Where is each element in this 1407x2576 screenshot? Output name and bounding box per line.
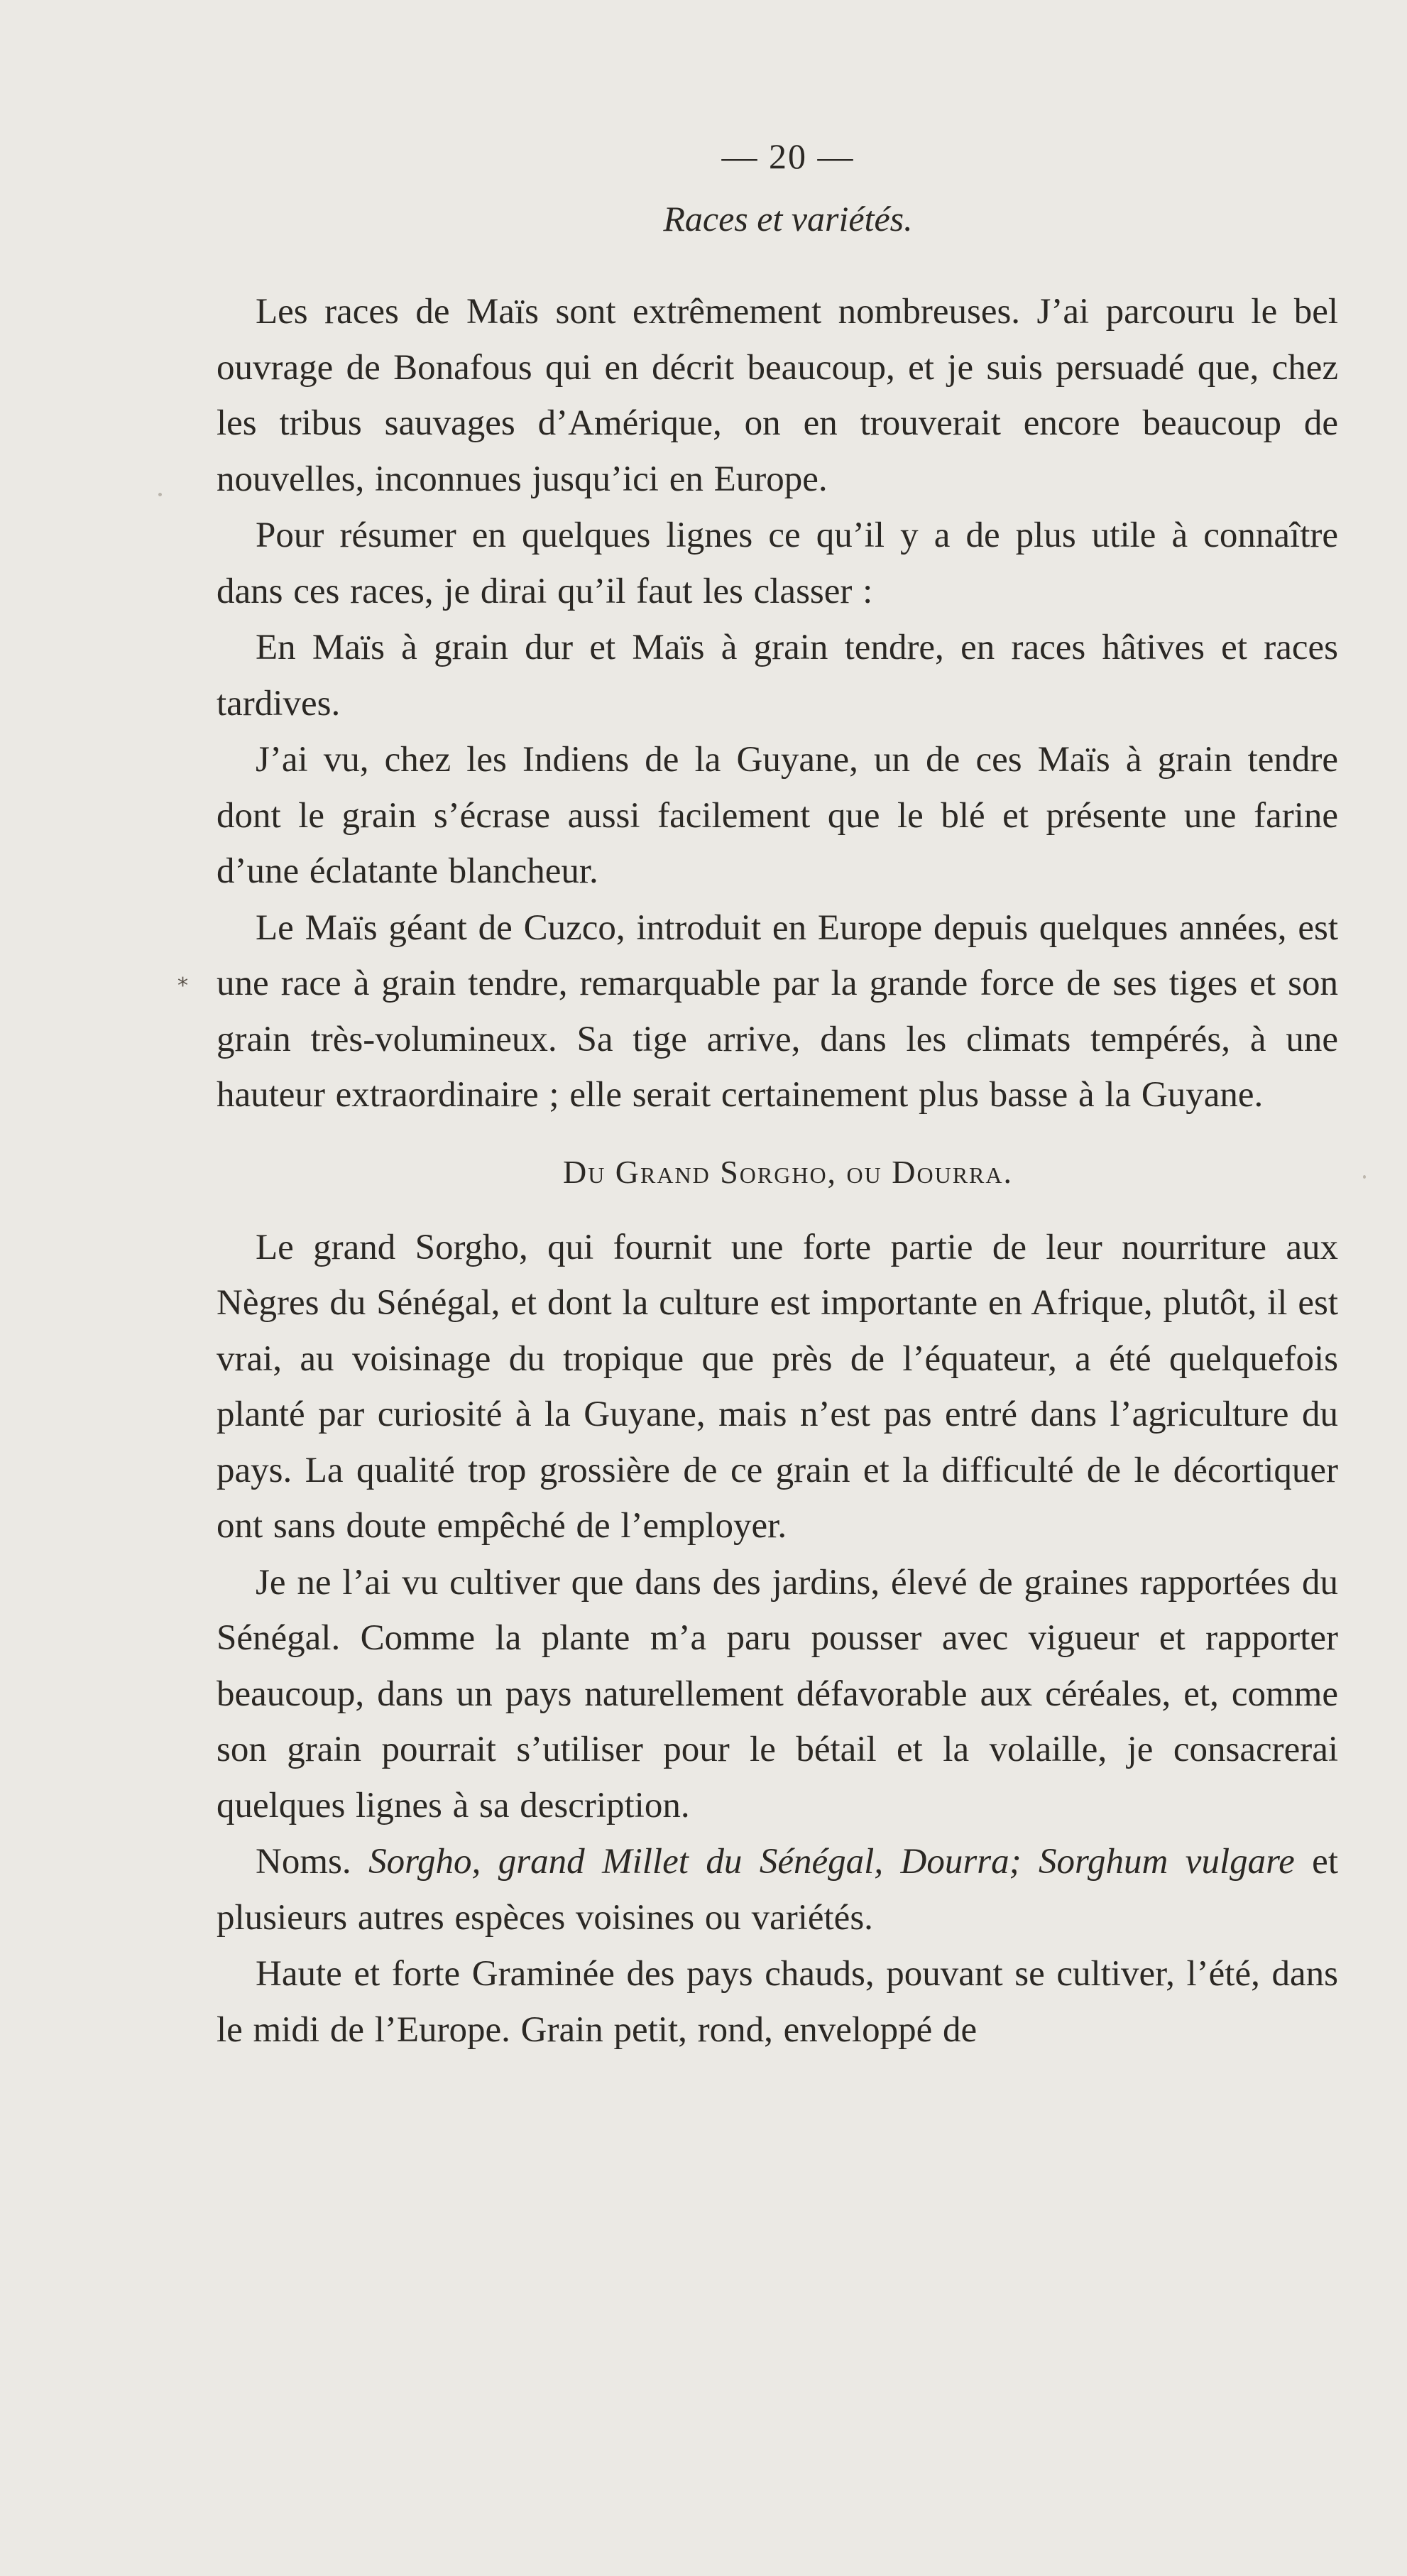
paragraph: Je ne l’ai vu cultiver que dans des jardins, élevé de graines rapportées du Sénégal. Comme la plante m’a paru pousser avec vigueur et rapporter beaucoup, dans un pays naturellement défavorable aux céréales, et, comme son grain pourrait s’utiliser pour le bétail et la volaille, je consacrerai quelques lignes à sa description.	[217, 1562, 1338, 1825]
paragraph: Pour résumer en quelques lignes ce qu’il y a de plus utile à connaître dans ces races, je dirai qu’il faut les classer :	[217, 515, 1338, 611]
paragraph: Le grand Sorgho, qui fournit une forte partie de leur nourriture aux Nègres du Sénégal, et dont la culture est importante en Afrique, plutôt, il est vrai, au voisinage du tropique que près de l’équateur, a été quelquefois planté par curiosité à la Guyane, mais n’est pas entré dans l’agriculture du pays. La qualité trop grossière de ce grain et la difficulté de le décortiquer ont sans doute empêché de l’employer.	[217, 1227, 1338, 1546]
races-section	[217, 284, 1338, 1123]
sorgho-section	[217, 1220, 1338, 2058]
paragraph: Le Maïs géant de Cuzco, introduit en Europe depuis quelques années, est une race à grain tendre, remarquable par la grande force de ses tiges et son grain très-volumineux. Sa tige arrive, dans les climats tempérés, à une hauteur extraordinaire ; elle serait certainement plus basse à la Guyane.	[217, 907, 1338, 1115]
paragraph: En Maïs à grain dur et Maïs à grain tendre, en races hâtives et races tardives.	[217, 628, 1338, 724]
paragraph: J’ai vu, chez les Indiens de la Guyane, un de ces Maïs à grain tendre dont le grain s’écrase aussi facilement que le blé et présente une farine d’une éclatante blancheur.	[217, 740, 1338, 891]
noms-tail: et plusieurs autres espèces voisines ou variétés.	[217, 1842, 1338, 1938]
paragraph: Haute et forte Graminée des pays chauds, pouvant se cultiver, l’été, dans le midi de l’Europe. Grain petit, rond, enveloppé de	[217, 1954, 1338, 2050]
page-text	[217, 128, 1338, 2058]
noms-italic: Sorgho, grand Millet du Sénégal, Dourra; Sorghum vulgare	[368, 1842, 1295, 1882]
noms-paragraph	[217, 1834, 1338, 1945]
paper-speck	[158, 493, 162, 496]
margin-mark: *	[177, 973, 188, 998]
paper-speck	[1363, 1175, 1366, 1179]
paragraph: Les races de Maïs sont extrêmement nombreuses. J’ai parcouru le bel ouvrage de Bonafous qui en décrit beaucoup, et je suis persuadé que, chez les tribus sauvages d’Amérique, on en trouverait encore beaucoup de nouvelles, inconnues jusqu’ici en Europe.	[217, 292, 1338, 499]
section-title: Races et variétés.	[663, 199, 913, 239]
section-heading: Du Grand Sorgho, ou Dourra.	[562, 1153, 1014, 1190]
page-number: — 20 —	[721, 136, 855, 176]
noms-lead: Noms.	[256, 1842, 369, 1882]
